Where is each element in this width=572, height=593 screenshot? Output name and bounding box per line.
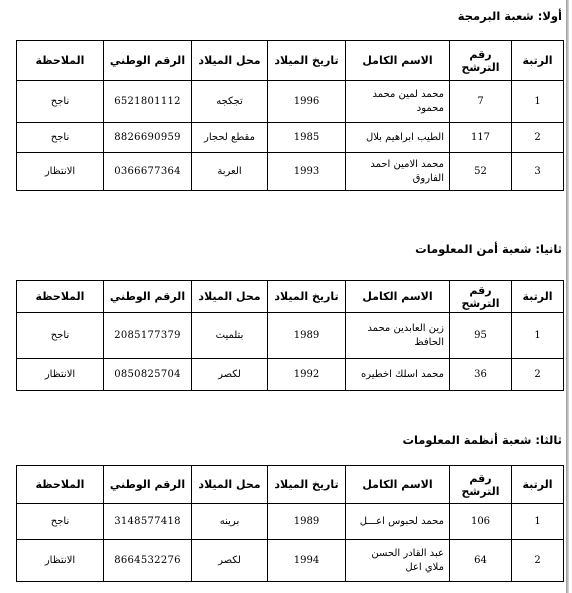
cell-full-name: محمد لحبوس اعـــل [346,504,450,540]
column-header-birth-place: محل الميلاد [192,281,268,313]
cell-national-id: 3148577418 [104,504,192,540]
column-header-full-name: الاسم الكامل [346,41,450,81]
cell-birth-place: لكصر [192,359,268,391]
column-header-birth-date: تاريخ الميلاد [268,466,346,504]
table-row [17,81,564,123]
column-header-birth-date: تاريخ الميلاد [268,41,346,81]
column-header-note: الملاحظة [17,466,104,504]
cell-full-name: زين العابدين محمد الحافظ [346,313,450,359]
cell-note: الانتظار [17,153,104,191]
column-header-rank: الرتبة [512,466,564,504]
cell-rank: 1 [512,81,564,123]
cell-note: الانتظار [17,540,104,582]
column-header-birth-place: محل الميلاد [192,41,268,81]
cell-national-id: 8826690959 [104,123,192,153]
cell-candidate-number: 7 [450,81,512,123]
cell-candidate-number: 117 [450,123,512,153]
cell-rank: 1 [512,313,564,359]
page-edge-shadow [566,0,569,593]
cell-birth-place: لكصر [192,540,268,582]
section-title: أولا: شعبة البرمجة [457,9,562,23]
table-row [17,504,564,540]
candidates-table [16,40,564,191]
table-row [17,313,564,359]
cell-rank: 1 [512,504,564,540]
candidates-table [16,280,564,391]
cell-full-name: محمد الامين احمد الفاروق [346,153,450,191]
candidates-table [16,465,564,582]
table-header-row [17,466,564,504]
cell-candidate-number: 106 [450,504,512,540]
column-header-national-id: الرقم الوطني [104,466,192,504]
column-header-candidate-number: رقم الترشح [450,281,512,313]
section-title: ثالثا: شعبة أنظمة المعلومات [402,433,562,447]
cell-birth-date: 1993 [268,153,346,191]
column-header-rank: الرتبة [512,41,564,81]
cell-rank: 2 [512,540,564,582]
table-header-row [17,41,564,81]
cell-birth-date: 1989 [268,504,346,540]
cell-birth-date: 1985 [268,123,346,153]
cell-note: الانتظار [17,359,104,391]
cell-birth-date: 1992 [268,359,346,391]
cell-national-id: 8664532276 [104,540,192,582]
cell-birth-place: تجكجه [192,81,268,123]
column-header-note: الملاحظة [17,281,104,313]
cell-full-name: عبد القادر الحسن ملاي اعل [346,540,450,582]
cell-national-id: 2085177379 [104,313,192,359]
cell-national-id: 0850825704 [104,359,192,391]
cell-rank: 2 [512,123,564,153]
cell-birth-place: بتلميت [192,313,268,359]
cell-national-id: 0366677364 [104,153,192,191]
column-header-full-name: الاسم الكامل [346,281,450,313]
cell-full-name: محمد لمين محمد محمود [346,81,450,123]
cell-rank: 2 [512,359,564,391]
column-header-candidate-number: رقم الترشح [450,466,512,504]
cell-birth-date: 1989 [268,313,346,359]
table-row [17,153,564,191]
table-row [17,123,564,153]
cell-full-name: الطيب ابراهيم بلال [346,123,450,153]
cell-note: ناجح [17,504,104,540]
cell-candidate-number: 36 [450,359,512,391]
table-row [17,540,564,582]
cell-national-id: 6521801112 [104,81,192,123]
cell-birth-date: 1996 [268,81,346,123]
cell-note: ناجح [17,123,104,153]
cell-birth-place: العربة [192,153,268,191]
cell-note: ناجح [17,81,104,123]
column-header-birth-place: محل الميلاد [192,466,268,504]
column-header-national-id: الرقم الوطني [104,281,192,313]
cell-birth-place: مقطع لحجار [192,123,268,153]
cell-candidate-number: 64 [450,540,512,582]
cell-rank: 3 [512,153,564,191]
cell-full-name: محمد اسلك اخطيره [346,359,450,391]
column-header-candidate-number: رقم الترشح [450,41,512,81]
cell-birth-date: 1994 [268,540,346,582]
table-header-row [17,281,564,313]
column-header-national-id: الرقم الوطني [104,41,192,81]
cell-birth-place: برينه [192,504,268,540]
column-header-full-name: الاسم الكامل [346,466,450,504]
table-row [17,359,564,391]
column-header-rank: الرتبة [512,281,564,313]
cell-candidate-number: 52 [450,153,512,191]
column-header-birth-date: تاريخ الميلاد [268,281,346,313]
cell-note: ناجح [17,313,104,359]
section-title: ثانيا: شعبة أمن المعلومات [415,242,562,256]
column-header-note: الملاحظة [17,41,104,81]
cell-candidate-number: 95 [450,313,512,359]
